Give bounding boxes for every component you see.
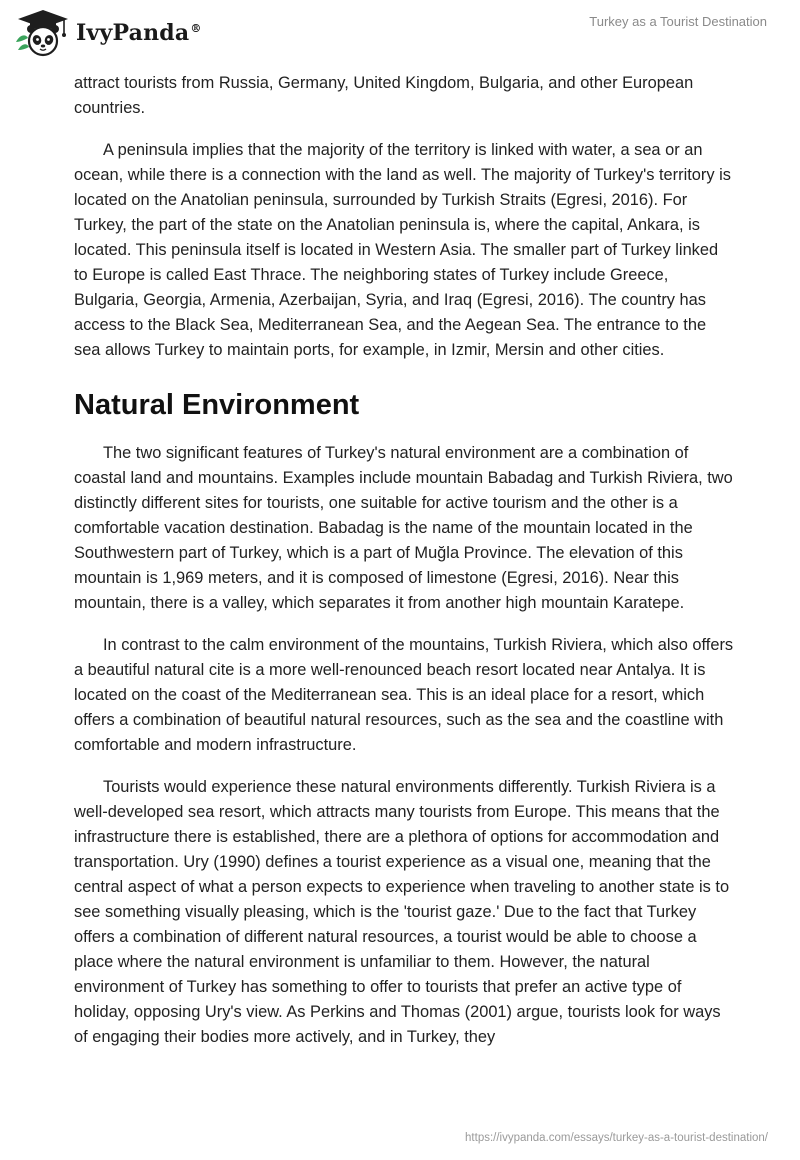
paragraph-features: The two significant features of Turkey's natural environment are a combination of coastal land and mountains. Examples include mountain Babadag and Turkish Riviera, two distinctly different sites for tourists, one suitable for active tourism and the other is a comfortable vacation destination. Babadag is the name of the mountain located in the Southwestern part of Turkey, which is a part of Muğla Province. The elevation of this mountain is 1,969 meters, and it is composed of limestone (Egresi, 2016). Near this mountain, there is a valley, which separates it from another high mountain Karatepe. [74, 444, 733, 612]
essay-content [74, 71, 734, 1067]
document-title: Turkey as a Tourist Destination [589, 14, 767, 29]
brand-name: IvyPanda® [76, 20, 202, 46]
paragraph-riviera: In contrast to the calm environment of the mountains, Turkish Riviera, which also offers a beautiful natural cite is a more well-renounced beach resort located near Antalya. It is located on the coast of the Mediterranean sea. This is an ideal place for a resort, which offers a combination of beautiful natural resources, such as the sea and the coastline with comfortable and modern infrastructure. [74, 636, 734, 754]
paragraph-continuation: attract tourists from Russia, Germany, United Kingdom, Bulgaria, and other European countries. [74, 74, 694, 117]
source-url[interactable]: https://ivypanda.com/essays/turkey-as-a-tourist-destination/ [465, 1132, 768, 1144]
section-heading-natural-environment: Natural Environment [74, 389, 360, 421]
registered-mark: ® [190, 21, 202, 35]
panda-graduate-logo-icon [14, 8, 72, 58]
paragraph-peninsula: A peninsula implies that the majority of the territory is linked with water, a sea or an ocean, while there is a connection with the land as well. The majority of Turkey's territory is located on the Anatolian peninsula, surrounded by Turkish Straits (Egresi, 2016). For Turkey, the part of the state on the Anatolian peninsula is, where the capital, Ankara, is located. This peninsula itself is located in Western Asia. The smaller part of Turkey linked to Europe is called East Thrace. The neighboring states of Turkey include Greece, Bulgaria, Georgia, Armenia, Azerbaijan, Syria, and Iraq (Egresi, 2016). The country has access to the Black Sea, Mediterranean Sea, and the Aegean Sea. The entrance to the sea allows Turkey to maintain ports, for example, in Izmir, Mersin and other cities. [74, 141, 731, 359]
page-header [0, 0, 800, 70]
ivypanda-logo[interactable] [14, 8, 202, 58]
paragraph-experience: Tourists would experience these natural environments differently. Turkish Riviera is a well-developed sea resort, which attracts many tourists from Europe. This means that the infrastructure there is established, there are a plethora of options for accommodation and transportation. Ury (1990) defines a tourist experience as a visual one, meaning that the central aspect of what a person expects to experience when traveling to another state is to see something visually pleasing, which is the 'tourist gaze.' Due to the fact that Turkey offers a combination of different natural resources, a tourist would be able to choose a place where the natural environment is unfamiliar to them. However, the natural environment of Turkey has something to offer to tourists that prefer an active type of holiday, opposing Ury's view. As Perkins and Thomas (2001) argue, tourists look for ways of engaging their bodies more actively, and in Turkey, they [74, 778, 730, 1046]
